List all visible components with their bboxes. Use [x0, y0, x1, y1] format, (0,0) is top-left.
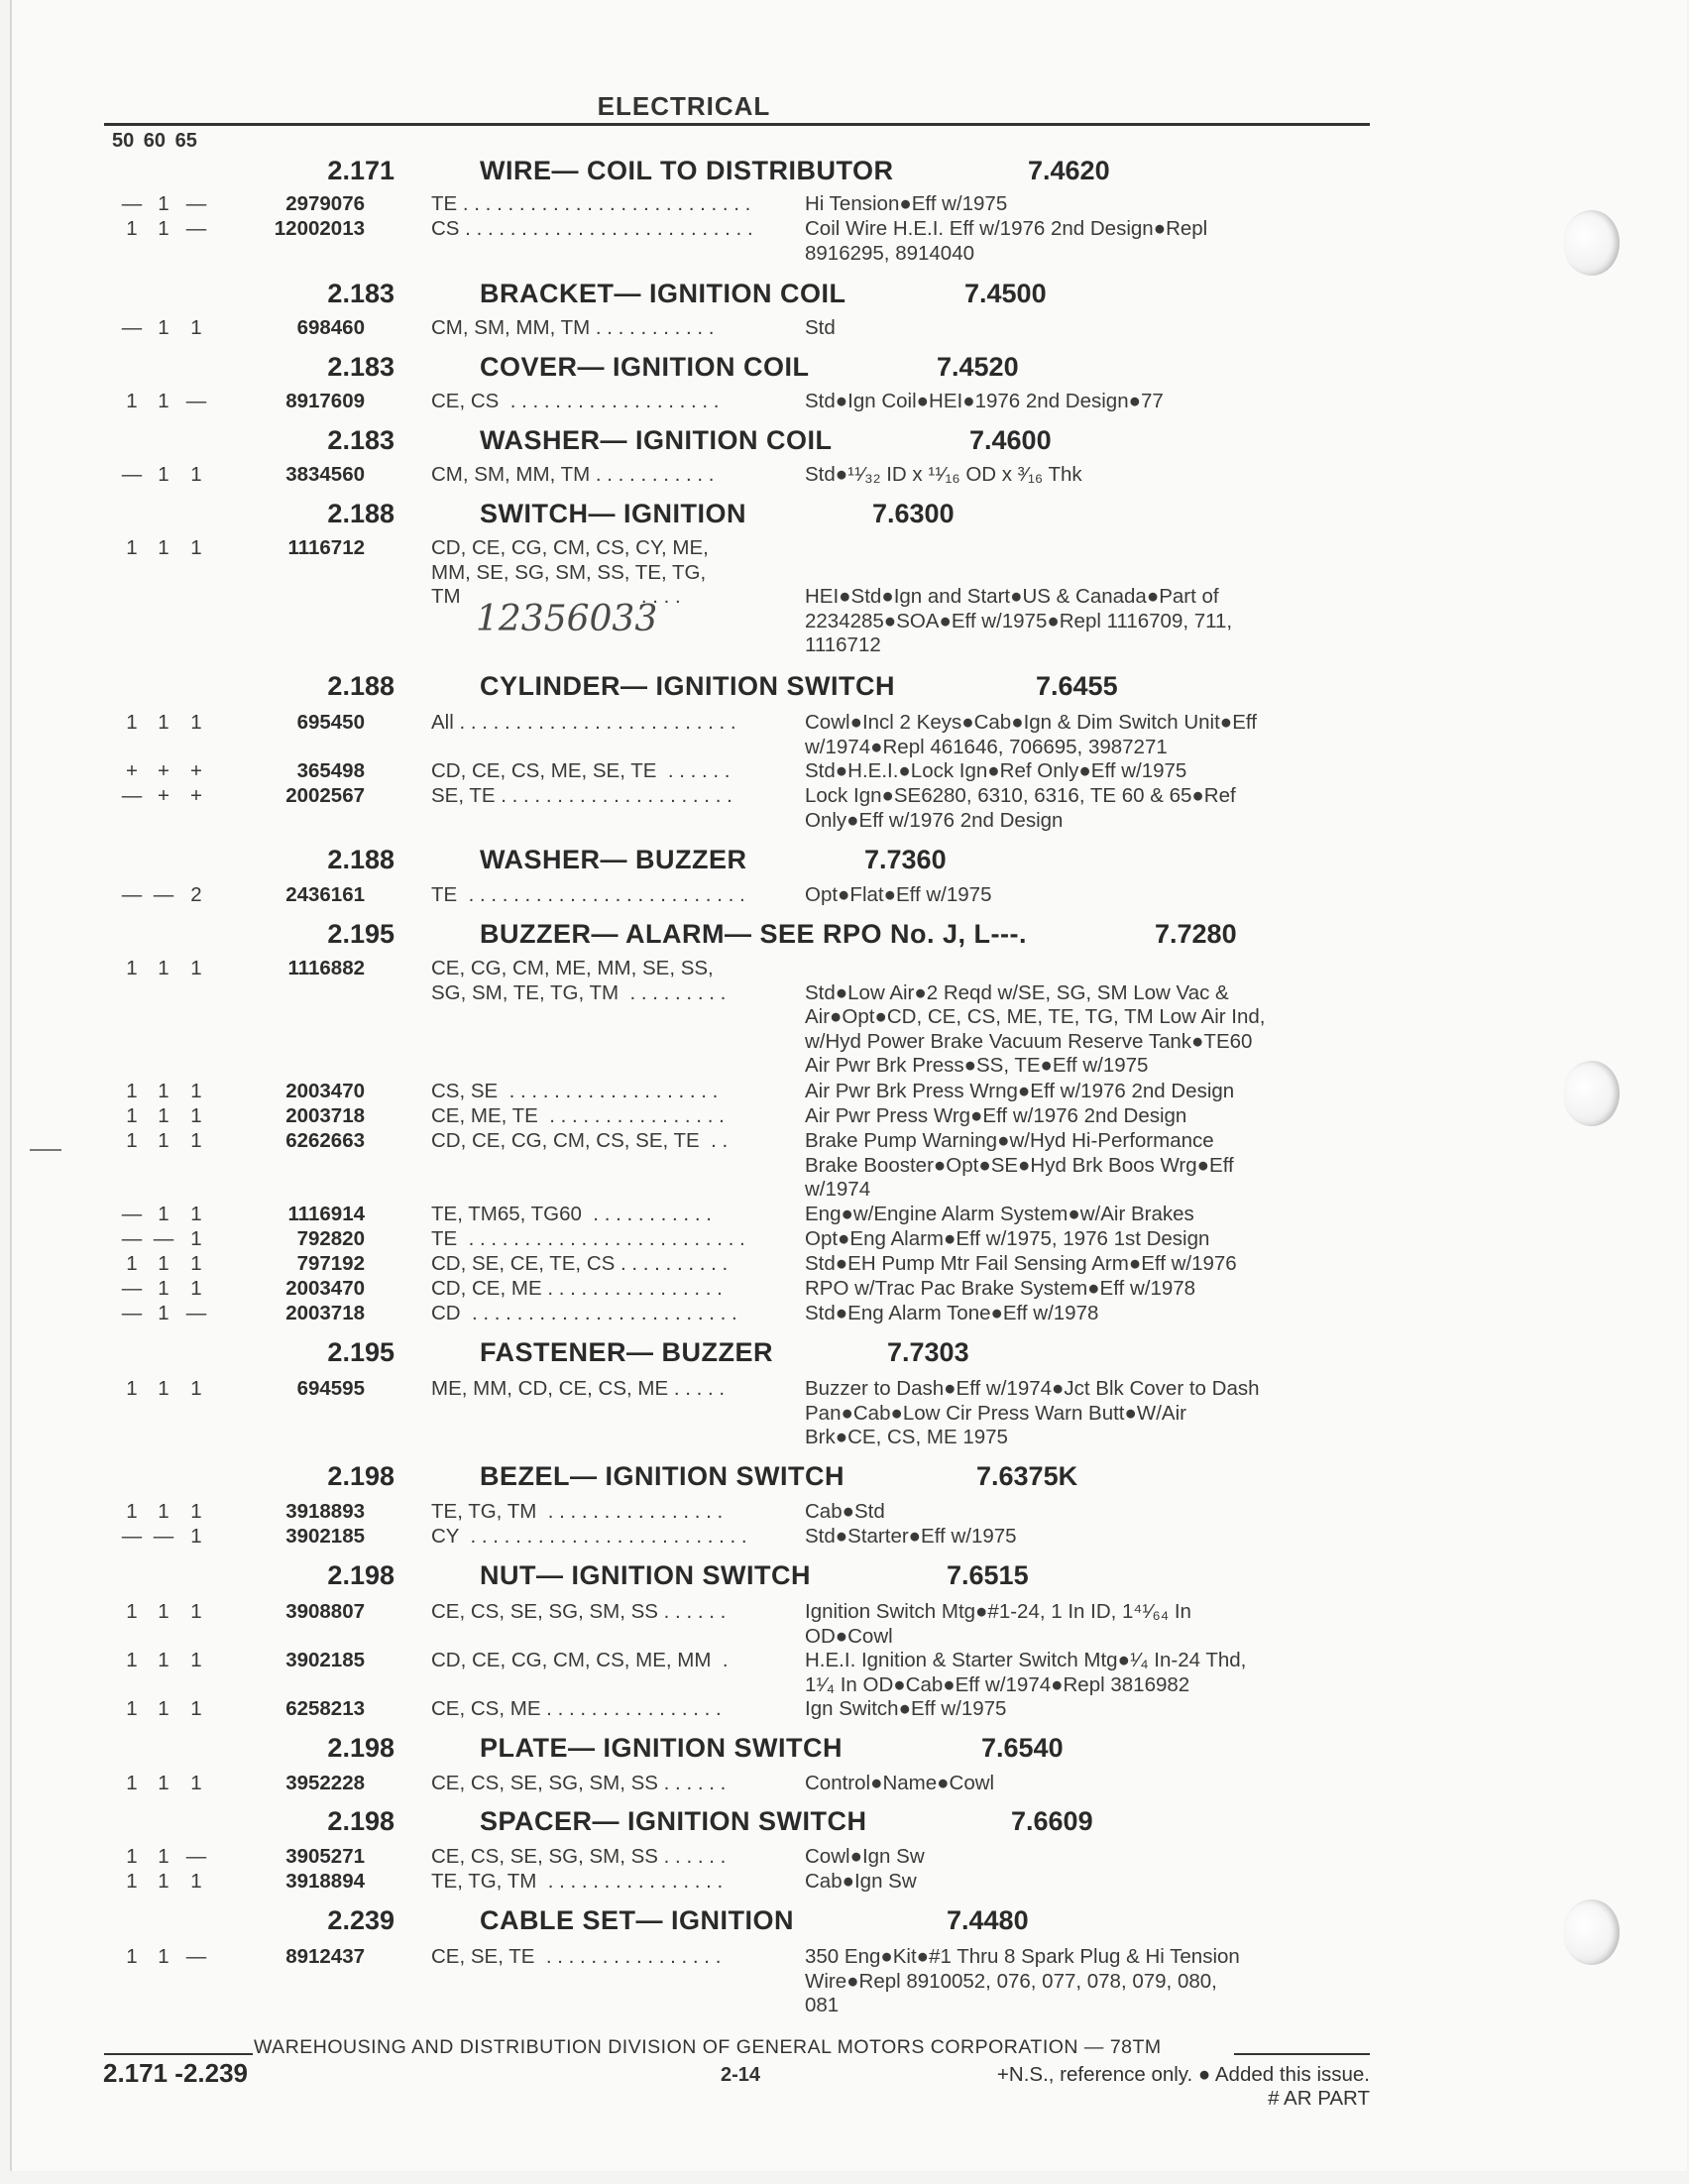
quantity-50: —: [121, 463, 143, 486]
quantity-60: 1: [158, 1080, 169, 1102]
section-title: PLATE— IGNITION SWITCH: [480, 1733, 843, 1763]
page-title: ELECTRICAL: [597, 91, 771, 121]
quantity-65: —: [185, 1302, 207, 1324]
quantity-65: 1: [190, 1277, 202, 1300]
quantity-65: 1: [190, 463, 202, 486]
section-number: 2.198: [327, 1461, 394, 1491]
quantity-65: 1: [190, 1500, 202, 1523]
part-number: 3918893: [285, 1500, 365, 1523]
part-description: Control●Name●Cowl: [805, 1772, 995, 1794]
section-title: WASHER— BUZZER: [480, 845, 747, 874]
section-title: CYLINDER— IGNITION SWITCH: [480, 671, 895, 701]
quantity-60: 1: [158, 711, 169, 734]
quantity-60: 1: [158, 1129, 169, 1152]
quantity-50: —: [121, 784, 143, 807]
model-list: CE, CS, SE, SG, SM, SS . . . . . .: [431, 1600, 727, 1623]
section-number: 2.188: [327, 845, 394, 874]
model-list: SE, TE . . . . . . . . . . . . . . . . . . . . .: [431, 784, 732, 807]
quantity-60: 1: [158, 1600, 169, 1623]
quantity-50: 1: [126, 1945, 138, 1968]
quantity-50: 1: [126, 1104, 138, 1127]
quantity-65: —: [185, 1845, 207, 1868]
section-number: 2.171: [327, 156, 394, 185]
quantity-60: 1: [158, 1500, 169, 1523]
model-list: CY . . . . . . . . . . . . . . . . . . . . . . . . .: [431, 1525, 747, 1548]
quantity-60: —: [153, 1525, 174, 1548]
quantity-65: 1: [190, 1377, 202, 1400]
part-number: 2003470: [285, 1277, 365, 1300]
quantity-60: 1: [158, 217, 169, 240]
part-number: 1116712: [287, 536, 365, 559]
model-list: TE, TG, TM . . . . . . . . . . . . . . . .: [431, 1870, 724, 1893]
part-description: Cab●Std: [805, 1500, 885, 1523]
part-number: 2002567: [285, 784, 365, 807]
footer-section-range: 2.171 -2.239: [103, 2058, 249, 2088]
quantity-50: 1: [126, 1870, 138, 1893]
section-title: SWITCH— IGNITION: [480, 499, 746, 528]
quantity-60: 1: [158, 1870, 169, 1893]
binder-hole: [1564, 1061, 1620, 1126]
quantity-50: —: [121, 1203, 143, 1225]
model-list: CE, CS . . . . . . . . . . . . . . . . . . .: [431, 390, 720, 412]
part-description: Cab●Ign Sw: [805, 1870, 917, 1893]
part-description: Std: [805, 316, 836, 339]
quantity-60: —: [153, 883, 174, 906]
model-list: CD . . . . . . . . . . . . . . . . . . . . . . . .: [431, 1302, 737, 1324]
section-title: BEZEL— IGNITION SWITCH: [480, 1461, 844, 1491]
footer-rule: [1234, 2053, 1370, 2055]
part-number: 6258213: [285, 1697, 365, 1720]
part-number: 12002013: [274, 217, 365, 240]
section-number: 2.198: [327, 1806, 394, 1836]
section-code: 7.7280: [1155, 919, 1237, 949]
part-number: 2979076: [285, 192, 365, 215]
quantity-50: —: [121, 883, 143, 906]
quantity-65: —: [185, 390, 207, 412]
model-list: CD, CE, ME . . . . . . . . . . . . . . . .: [431, 1277, 723, 1300]
quantity-65: 1: [190, 1104, 202, 1127]
part-description: H.E.I. Ignition & Starter Switch Mtg●¹⁄₄ In-24 Thd, 1¹⁄₄ In OD●Cab●Eff w/1974●Repl 3816982: [805, 1649, 1247, 1696]
part-description: Lock Ign●SE6280, 6310, 6316, TE 60 & 65●Ref Only●Eff w/1976 2nd Design: [805, 784, 1236, 832]
model-list: CE, ME, TE . . . . . . . . . . . . . . . .: [431, 1104, 725, 1127]
part-number: 3918894: [285, 1870, 365, 1893]
part-number: 3908807: [285, 1600, 365, 1623]
section-code: 7.4620: [1028, 156, 1110, 185]
section-code: 7.6540: [981, 1733, 1064, 1763]
quantity-60: 1: [158, 1302, 169, 1324]
quantity-60: 1: [158, 1649, 169, 1671]
part-number: 3834560: [285, 463, 365, 486]
model-list: CS . . . . . . . . . . . . . . . . . . . . . . . . . .: [431, 217, 753, 240]
quantity-65: 1: [190, 1649, 202, 1671]
part-description: Std●Eng Alarm Tone●Eff w/1978: [805, 1302, 1099, 1324]
edge-mark: [30, 1149, 61, 1151]
part-number: 2436161: [285, 883, 365, 906]
quantity-60: 1: [158, 390, 169, 412]
model-list: ME, MM, CD, CE, CS, ME . . . . .: [431, 1377, 726, 1400]
part-number: 695450: [296, 711, 365, 734]
part-description: Brake Pump Warning●w/Hyd Hi-Performance Brake Booster●Opt●SE●Hyd Brk Boos Wrg●Eff w/1974: [805, 1129, 1234, 1201]
model-list: TE . . . . . . . . . . . . . . . . . . . . . . . . . .: [431, 192, 751, 215]
section-code: 7.6515: [947, 1560, 1029, 1590]
section-number: 2.198: [327, 1560, 394, 1590]
part-description: Std●Ign Coil●HEI●1976 2nd Design●77: [805, 390, 1164, 412]
section-title: SPACER— IGNITION SWITCH: [480, 1806, 867, 1836]
model-list: All . . . . . . . . . . . . . . . . . . . . . . . . .: [431, 711, 736, 734]
part-description: Std●¹¹⁄₃₂ ID x ¹¹⁄₁₆ OD x ³⁄₁₆ Thk: [805, 463, 1082, 486]
section-code: 7.4480: [947, 1905, 1029, 1935]
model-list: CD, SE, CE, TE, CS . . . . . . . . . .: [431, 1252, 729, 1275]
quantity-50: 1: [126, 1772, 138, 1794]
footer-rule: [104, 2053, 253, 2055]
model-list: CD, CE, CG, CM, CS, ME, MM .: [431, 1649, 729, 1671]
part-description: Std●EH Pump Mtr Fail Sensing Arm●Eff w/1976: [805, 1252, 1237, 1275]
section-title: CABLE SET— IGNITION: [480, 1905, 795, 1935]
quantity-65: 1: [190, 1080, 202, 1102]
model-list: TE, TG, TM . . . . . . . . . . . . . . . .: [431, 1500, 724, 1523]
model-list: CE, CS, ME . . . . . . . . . . . . . . . .: [431, 1697, 722, 1720]
quantity-60: —: [153, 1227, 174, 1250]
quantity-50: 1: [126, 957, 138, 979]
quantity-60: +: [158, 784, 169, 807]
quantity-65: +: [190, 759, 202, 782]
model-list: CM, SM, MM, TM . . . . . . . . . . .: [431, 463, 715, 486]
section-title: BRACKET— IGNITION COIL: [480, 279, 846, 308]
part-number: 797192: [296, 1252, 365, 1275]
quantity-50: —: [121, 192, 143, 215]
handwritten-note-text: 12356033: [476, 599, 658, 639]
section-number: 2.198: [327, 1733, 394, 1763]
quantity-50: 1: [126, 1080, 138, 1102]
part-description: Std●H.E.I.●Lock Ign●Ref Only●Eff w/1975: [805, 759, 1187, 782]
model-list: CE, SE, TE . . . . . . . . . . . . . . . .: [431, 1945, 722, 1968]
section-number: 2.188: [327, 671, 394, 701]
part-number: 3905271: [285, 1845, 365, 1868]
quantity-50: 1: [126, 1129, 138, 1152]
section-code: 7.7360: [864, 845, 947, 874]
quantity-50: 1: [126, 1845, 138, 1868]
section-code: 7.4500: [964, 279, 1047, 308]
part-number: 3902185: [285, 1525, 365, 1548]
quantity-50: 1: [126, 1697, 138, 1720]
quantity-65: 1: [190, 711, 202, 734]
quantity-50: 1: [126, 711, 138, 734]
quantity-65: 1: [190, 536, 202, 559]
quantity-65: 1: [190, 1600, 202, 1623]
part-number: 2003470: [285, 1080, 365, 1102]
quantity-60: 1: [158, 1277, 169, 1300]
quantity-60: 1: [158, 1697, 169, 1720]
part-description: Ignition Switch Mtg●#1-24, 1 In ID, 1⁴¹⁄₆₄ In OD●Cowl: [805, 1600, 1191, 1648]
quantity-65: 1: [190, 1227, 202, 1250]
quantity-65: —: [185, 192, 207, 215]
quantity-50: 1: [126, 536, 138, 559]
part-number: 6262663: [285, 1129, 365, 1152]
quantity-65: 1: [190, 1129, 202, 1152]
quantity-60: 1: [158, 1252, 169, 1275]
quantity-60: 1: [158, 957, 169, 979]
model-list: TE . . . . . . . . . . . . . . . . . . . . . . . . .: [431, 1227, 745, 1250]
part-number: 698460: [296, 316, 365, 339]
section-code: 7.6375K: [976, 1461, 1078, 1491]
quantity-60: 1: [158, 1845, 169, 1868]
section-title: BUZZER— ALARM— SEE RPO No. J, L---.: [480, 919, 1027, 949]
model-list: TE . . . . . . . . . . . . . . . . . . . . . . . . .: [431, 883, 745, 906]
section-code: 7.4600: [969, 425, 1052, 455]
model-list: TE, TM65, TG60 . . . . . . . . . . .: [431, 1203, 712, 1225]
section-code: 7.6300: [872, 499, 955, 528]
binder-hole: [1564, 1899, 1620, 1965]
section-title: COVER— IGNITION COIL: [480, 352, 810, 382]
part-description: RPO w/Trac Pac Brake System●Eff w/1978: [805, 1277, 1196, 1300]
binder-hole: [1564, 210, 1620, 276]
part-number: 792820: [296, 1227, 365, 1250]
part-number: 8917609: [285, 390, 365, 412]
part-number: 3902185: [285, 1649, 365, 1671]
section-number: 2.195: [327, 919, 394, 949]
part-description: Eng●w/Engine Alarm System●w/Air Brakes: [805, 1203, 1194, 1225]
section-code: 7.6455: [1036, 671, 1118, 701]
quantity-50: —: [121, 1227, 143, 1250]
quantity-60: 1: [158, 192, 169, 215]
section-number: 2.195: [327, 1337, 394, 1367]
footer-legend: +N.S., reference only. ● Added this issue.: [996, 2063, 1370, 2086]
part-description: Air Pwr Press Wrg●Eff w/1976 2nd Design: [805, 1104, 1187, 1127]
quantity-65: 1: [190, 957, 202, 979]
quantity-65: —: [185, 217, 207, 240]
part-description: Ign Switch●Eff w/1975: [805, 1697, 1007, 1720]
model-list: CS, SE . . . . . . . . . . . . . . . . . . .: [431, 1080, 719, 1102]
quantity-65: +: [190, 784, 202, 807]
model-list: CE, CS, SE, SG, SM, SS . . . . . .: [431, 1845, 727, 1868]
section-code: 7.6609: [1011, 1806, 1093, 1836]
quantity-65: 1: [190, 1525, 202, 1548]
quantity-65: —: [185, 1945, 207, 1968]
quantity-65: 1: [190, 316, 202, 339]
part-description: Buzzer to Dash●Eff w/1974●Jct Blk Cover to Dash Pan●Cab●Low Cir Press Warn Butt●W/Air Brk●CE, CS, ME 1975: [805, 1377, 1260, 1448]
quantity-50: 1: [126, 217, 138, 240]
quantity-60: 1: [158, 463, 169, 486]
title-rule: [104, 123, 1370, 126]
part-description: Std●Starter●Eff w/1975: [805, 1525, 1017, 1548]
quantity-50: —: [121, 316, 143, 339]
section-code: 7.4520: [937, 352, 1019, 382]
year-column-header: 50 60 65: [112, 130, 197, 152]
quantity-65: 1: [190, 1252, 202, 1275]
quantity-65: 1: [190, 1772, 202, 1794]
section-number: 2.183: [327, 279, 394, 308]
quantity-50: 1: [126, 390, 138, 412]
page-number: 2-14: [721, 2064, 761, 2086]
footer-org: WAREHOUSING AND DISTRIBUTION DIVISION OF GENERAL MOTORS CORPORATION — 78TM: [254, 2036, 1162, 2058]
part-description: Cowl●Ign Sw: [805, 1845, 925, 1868]
quantity-60: 1: [158, 1203, 169, 1225]
quantity-50: —: [121, 1302, 143, 1324]
section-number: 2.239: [327, 1905, 394, 1935]
section-number: 2.183: [327, 352, 394, 382]
quantity-50: —: [121, 1525, 143, 1548]
part-number: 8912437: [285, 1945, 365, 1968]
model-list: CD, CE, CS, ME, SE, TE . . . . . .: [431, 759, 731, 782]
quantity-50: 1: [126, 1252, 138, 1275]
part-description: 350 Eng●Kit●#1 Thru 8 Spark Plug & Hi Tension Wire●Repl 8910052, 076, 077, 078, 079, 080, 081: [805, 1945, 1240, 2016]
part-description: Hi Tension●Eff w/1975: [805, 192, 1008, 215]
part-number: 3952228: [285, 1772, 365, 1794]
handwritten-note: [476, 595, 773, 644]
model-list: CD, CE, CG, CM, CS, CY, ME, MM, SE, SG, SM, SS, TE, TG, TM . . . .: [431, 536, 709, 608]
quantity-50: 1: [126, 1500, 138, 1523]
quantity-50: 1: [126, 1600, 138, 1623]
quantity-50: 1: [126, 1649, 138, 1671]
section-title: WASHER— IGNITION COIL: [480, 425, 833, 455]
quantity-50: —: [121, 1277, 143, 1300]
part-number: 694595: [296, 1377, 365, 1400]
part-description: HEI●Std●Ign and Start●US & Canada●Part of 2234285●SOA●Eff w/1975●Repl 1116709, 711, 1116712: [805, 585, 1233, 656]
part-description: Std●Low Air●2 Reqd w/SE, SG, SM Low Vac & Air●Opt●CD, CE, CS, ME, TE, TG, TM Low Air Ind, w/Hyd Power Brake Vacuum Reserve Tank●TE60 Air Pwr Brk Press●SS, TE●Eff w/1975: [805, 980, 1266, 1077]
part-description: Air Pwr Brk Press Wrng●Eff w/1976 2nd Design: [805, 1080, 1235, 1102]
quantity-60: 1: [158, 1377, 169, 1400]
model-list: CD, CE, CG, CM, CS, SE, TE . .: [431, 1129, 729, 1152]
quantity-65: 1: [190, 1870, 202, 1893]
section-number: 2.188: [327, 499, 394, 528]
quantity-65: 1: [190, 1203, 202, 1225]
part-number: 1116914: [287, 1203, 365, 1225]
part-description: Opt●Eng Alarm●Eff w/1975, 1976 1st Design: [805, 1227, 1210, 1250]
section-number: 2.183: [327, 425, 394, 455]
section-title: WIRE— COIL TO DISTRIBUTOR: [480, 156, 894, 185]
footer-legend-ar: # AR PART: [1268, 2087, 1370, 2110]
section-title: FASTENER— BUZZER: [480, 1337, 774, 1367]
part-description: Opt●Flat●Eff w/1975: [805, 883, 992, 906]
part-description: Cowl●Incl 2 Keys●Cab●Ign & Dim Switch Unit●Eff w/1974●Repl 461646, 706695, 3987271: [805, 711, 1257, 758]
quantity-65: 1: [190, 1697, 202, 1720]
model-list: CM, SM, MM, TM . . . . . . . . . . .: [431, 316, 715, 339]
quantity-60: 1: [158, 316, 169, 339]
quantity-50: +: [126, 759, 138, 782]
part-description: Coil Wire H.E.I. Eff w/1976 2nd Design●Repl 8916295, 8914040: [805, 217, 1208, 265]
part-number: 365498: [296, 759, 365, 782]
quantity-60: 1: [158, 1945, 169, 1968]
quantity-50: 1: [126, 1377, 138, 1400]
section-code: 7.7303: [887, 1337, 969, 1367]
part-number: 2003718: [285, 1302, 365, 1324]
part-number: 2003718: [285, 1104, 365, 1127]
model-list: CE, CS, SE, SG, SM, SS . . . . . .: [431, 1772, 727, 1794]
quantity-60: 1: [158, 1772, 169, 1794]
quantity-60: 1: [158, 536, 169, 559]
section-title: NUT— IGNITION SWITCH: [480, 1560, 811, 1590]
model-list: CE, CG, CM, ME, MM, SE, SS, SG, SM, TE, TG, TM . . . . . . . . .: [431, 957, 727, 1004]
quantity-60: 1: [158, 1104, 169, 1127]
part-number: 1116882: [287, 957, 365, 979]
quantity-65: 2: [190, 883, 202, 906]
quantity-60: +: [158, 759, 169, 782]
